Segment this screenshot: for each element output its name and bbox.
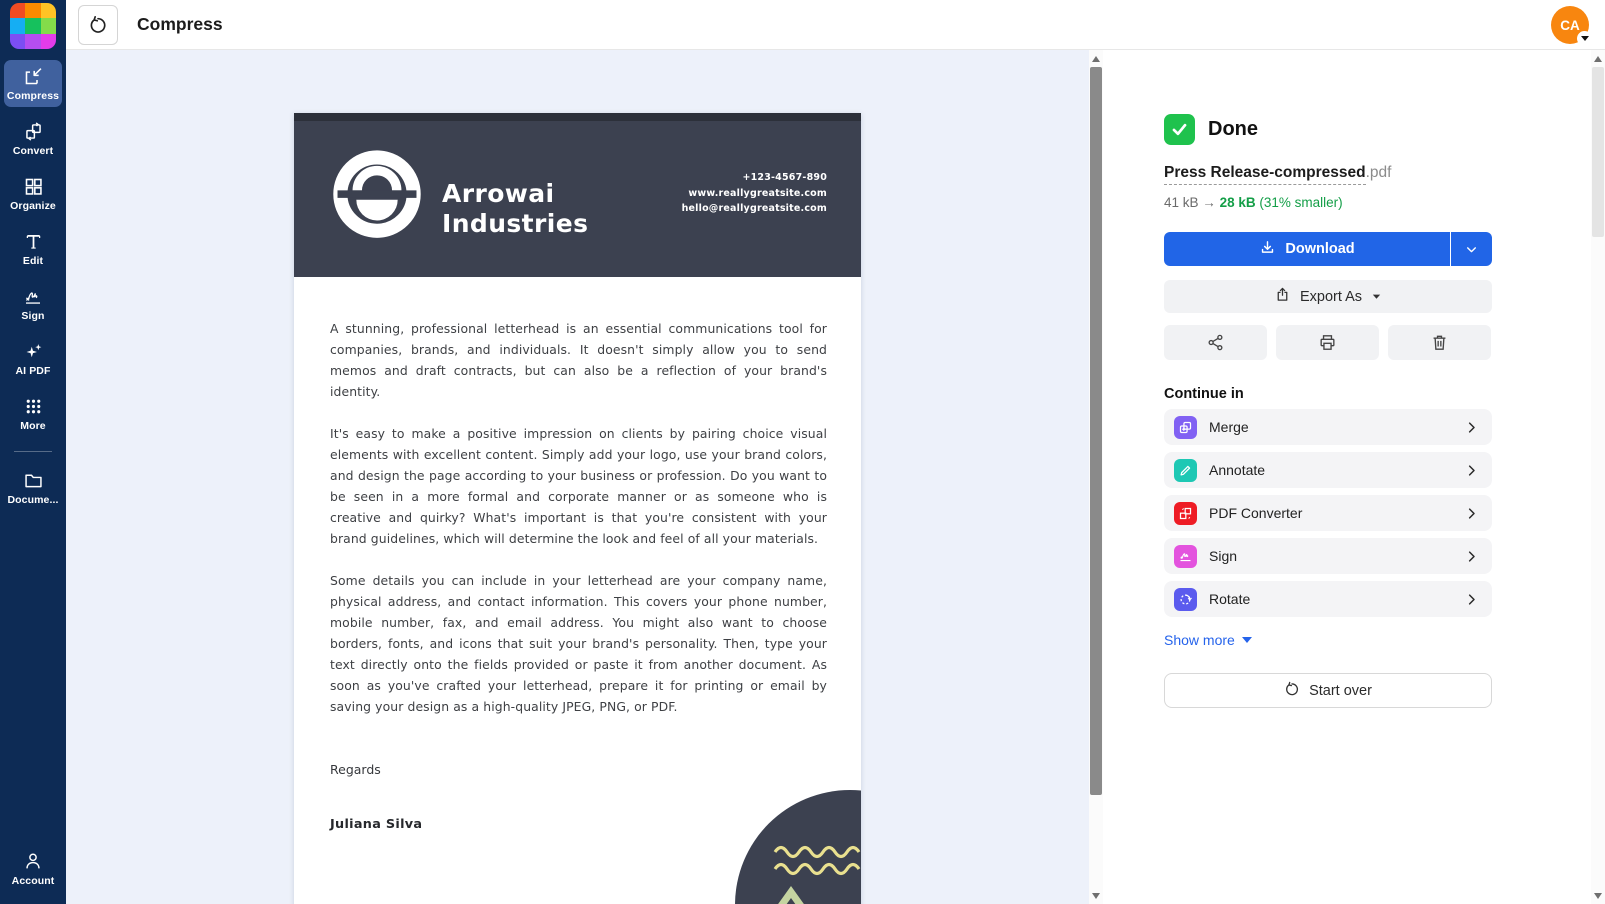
continue-item-pdf-converter[interactable]: PDF Converter	[1164, 495, 1492, 531]
status-text: Done	[1208, 118, 1258, 140]
download-options-button[interactable]	[1451, 232, 1492, 266]
company-logo	[330, 149, 424, 247]
status-row	[1164, 114, 1492, 145]
convert-icon	[23, 121, 44, 142]
scrollbar-thumb[interactable]	[1090, 67, 1102, 795]
scroll-up-arrow[interactable]	[1591, 52, 1605, 66]
original-size: 41 kB	[1164, 195, 1199, 210]
grid-dots-icon	[23, 396, 44, 417]
success-check-icon	[1164, 114, 1195, 145]
size-summary	[1164, 195, 1492, 210]
scroll-down-arrow[interactable]	[1591, 888, 1605, 902]
topbar	[66, 0, 1605, 50]
pencil-icon	[1174, 459, 1197, 482]
paragraph: A stunning, professional letterhead is an essential communications tool for companies, brands, and individuals. It doesn't simply allow you to send memos and draft contracts, but can also be a reflection of your brand's identity.	[330, 321, 827, 399]
phone-number: +123-4567-890	[742, 172, 827, 183]
merge-icon	[1174, 416, 1197, 439]
chevron-down-icon	[1242, 637, 1252, 648]
reduction-percent: (31% smaller)	[1259, 195, 1343, 210]
sidebar-item-documents[interactable]	[4, 464, 62, 511]
continue-item-rotate[interactable]: Rotate	[1164, 581, 1492, 617]
compress-icon	[23, 66, 44, 87]
download-split-button	[1164, 232, 1492, 266]
pdf-page	[294, 113, 861, 904]
continue-item-sign[interactable]: Sign	[1164, 538, 1492, 574]
sidebar-item-ai-pdf[interactable]	[4, 335, 62, 382]
chevron-right-icon	[1464, 420, 1479, 435]
website: www.reallygreatsite.com	[688, 187, 827, 199]
sidebar-item-label: Account	[11, 875, 55, 887]
sidebar	[0, 0, 66, 904]
letterhead-top-strip	[294, 113, 861, 121]
sign-icon	[1174, 545, 1197, 568]
document-scrollbar[interactable]	[1089, 50, 1103, 904]
letter-body	[294, 277, 861, 717]
arrow-glyph: →	[1202, 195, 1216, 210]
sidebar-item-label: Sign	[21, 310, 45, 322]
folder-icon	[23, 470, 44, 491]
smallpdf-logo[interactable]	[10, 3, 56, 49]
document-preview-area[interactable]	[66, 50, 1089, 904]
chevron-right-icon	[1464, 506, 1479, 521]
sidebar-item-sign[interactable]	[4, 280, 62, 327]
chevron-right-icon	[1464, 592, 1479, 607]
print-button[interactable]	[1276, 325, 1379, 360]
sidebar-nav	[0, 60, 66, 519]
export-icon	[1274, 286, 1291, 307]
sidebar-item-organize[interactable]	[4, 170, 62, 217]
chevron-right-icon	[1464, 463, 1479, 478]
download-icon	[1259, 239, 1276, 260]
chevron-down-icon	[1371, 291, 1382, 302]
sparkles-icon	[23, 341, 44, 362]
person-icon	[22, 850, 44, 872]
email: hello@reallygreatsite.com	[681, 203, 827, 214]
filename-row	[1164, 164, 1492, 182]
sidebar-item-edit[interactable]	[4, 225, 62, 272]
decorative-circle	[735, 790, 861, 904]
file-action-row	[1164, 325, 1492, 360]
rotate-icon	[1174, 588, 1197, 611]
company-contact	[682, 170, 827, 217]
chevron-down-icon	[1577, 31, 1592, 46]
letterhead-header	[294, 113, 861, 277]
sidebar-item-label: Edit	[22, 255, 44, 267]
scrollbar-thumb[interactable]	[1592, 67, 1604, 237]
sidebar-divider	[14, 451, 52, 452]
sidebar-item-convert[interactable]	[4, 115, 62, 162]
scroll-up-arrow[interactable]	[1089, 52, 1103, 66]
avatar: CA	[1551, 6, 1589, 44]
window-scrollbar[interactable]	[1591, 50, 1605, 904]
paragraph: Some details you can include in your letterhead are your company name, physical address, and contact information. This covers your phone number, mobile number, fax, and email address. You might also want to choose borders, fonts, and icons that suit your brand's personality. Then, type your text directly onto the fields provided or paste it from another document. As soon as you've crafted your letterhead, prepare it for printing or email by saving your design as a high-quality JPEG, PNG, or PDF.	[330, 573, 827, 714]
sidebar-item-label: Docume...	[7, 494, 59, 506]
company-name: Arrowai Industries	[442, 179, 589, 238]
continue-in-heading: Continue in	[1164, 386, 1244, 402]
sidebar-item-label: Convert	[12, 145, 54, 157]
compressed-size: 28 kB	[1219, 195, 1256, 210]
sidebar-item-account[interactable]	[4, 844, 62, 892]
sidebar-item-label: AI PDF	[15, 365, 51, 377]
delete-button[interactable]	[1388, 325, 1491, 360]
filename-editable[interactable]: Press Release-compressed	[1164, 164, 1366, 185]
paragraph: It's easy to make a positive impression on clients by pairing choice visual elements with excellent content. Simply add your logo, use your brand colors, and design the page according to your business or profession. Do you want to be seen in a more formal and corporate manner or as someone who is creative and quirky? What's important is that you're consistent with your brand guidelines, which will determine the look and feel of all your materials.	[330, 426, 827, 546]
sidebar-item-label: Compress	[6, 90, 60, 102]
continue-item-annotate[interactable]: Annotate	[1164, 452, 1492, 488]
export-as-button[interactable]: Export As	[1164, 280, 1492, 313]
share-button[interactable]	[1164, 325, 1267, 360]
chevron-right-icon	[1464, 549, 1479, 564]
sidebar-item-compress[interactable]	[4, 60, 62, 107]
show-more-link[interactable]: Show more	[1164, 632, 1252, 648]
page-title: Compress	[137, 14, 223, 34]
file-extension: .pdf	[1365, 164, 1392, 181]
continue-item-merge[interactable]: Merge	[1164, 409, 1492, 445]
sidebar-item-label: Organize	[10, 200, 56, 212]
result-panel	[1103, 50, 1591, 904]
edit-text-icon	[23, 231, 44, 252]
pdf-converter-icon	[1174, 502, 1197, 525]
signature-icon	[22, 286, 44, 307]
download-button[interactable]: Download	[1164, 232, 1450, 266]
scroll-down-arrow[interactable]	[1089, 888, 1103, 902]
sidebar-item-more[interactable]	[4, 390, 62, 437]
start-over-back-button[interactable]	[78, 5, 118, 45]
signature-name: Juliana Silva	[330, 817, 423, 832]
closing-text: Regards	[330, 762, 381, 777]
account-menu-button[interactable]	[1551, 6, 1589, 44]
restart-icon	[1284, 681, 1300, 701]
start-over-button[interactable]: Start over	[1164, 673, 1492, 708]
organize-icon	[23, 176, 44, 197]
sidebar-item-label: More	[20, 420, 46, 432]
